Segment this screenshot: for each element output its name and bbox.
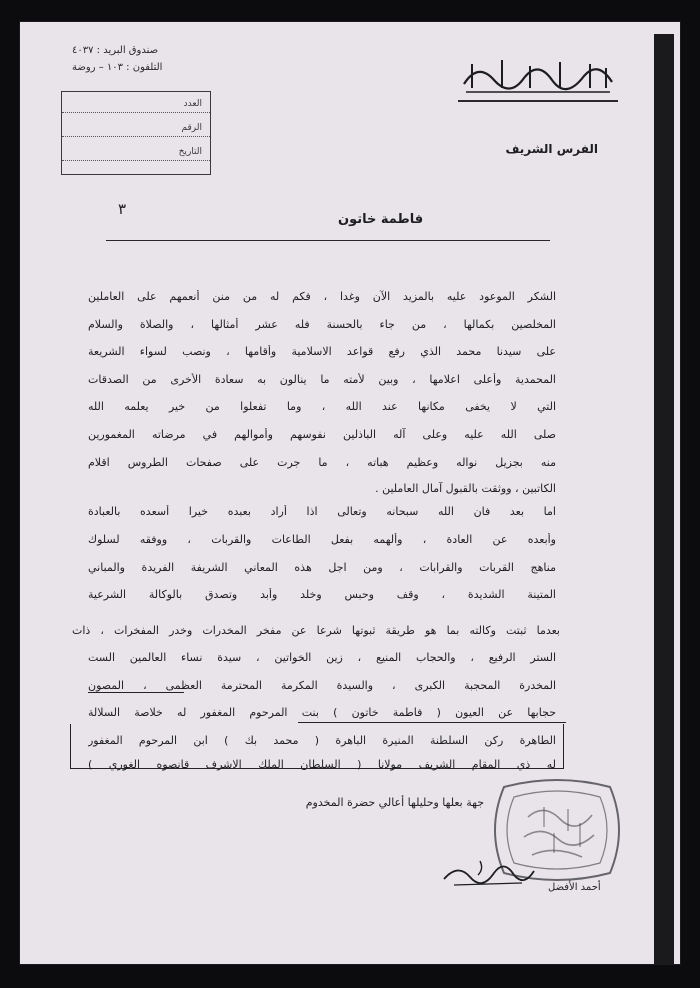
body-line: حجابها عن العيون ( فاطمة خاتون ) بنت المرحوم المغفور له خلاصة السلالة xyxy=(88,706,556,719)
form-row-line xyxy=(62,136,210,137)
handwritten-signature xyxy=(440,853,538,893)
form-label-number: العدد xyxy=(183,99,202,109)
closing-line: جهة بعلها وحليلها أعالي حضرة المخدوم xyxy=(305,796,484,809)
body-line: على سيدنا محمد الذي رفع قواعد الاسلامية وأقامها ، ونصب لسواء الشريعة xyxy=(88,345,556,358)
form-label-date: التاريخ xyxy=(178,147,202,157)
body-line: الستر الرفيع ، والحجاب المنيع ، زين الخواتين ، سيدة نساء العالمين الست xyxy=(88,651,556,664)
phone: التلفون : ١٠٣ – روضة xyxy=(72,62,163,73)
po-box: صندوق البريد : ٤٠٣٧ xyxy=(72,45,159,56)
body-line: الشكر الموعود عليه بالمزيد الآن وغدا ، فكم له من منن أنعمهم على العاملين xyxy=(88,290,556,303)
body-line: منه بجزيل نواله وعظيم هباته ، ما جرت على صفحات الطروس اقلام xyxy=(88,456,556,469)
body-line: المخدرة المحجبة الكبرى ، والسيدة المكرمة المحترمة العظمى ، المصون xyxy=(88,679,556,692)
body-line: الطاهرة ركن السلطنة المنيرة الباهرة ( محمد بك ) ابن المرحوم المغفور xyxy=(88,734,556,747)
body-line: له ذي المقام الشريف مولانا ( السلطان الملك الاشرف قانصوه الغوري ) xyxy=(88,758,556,771)
form-row-line xyxy=(62,112,210,113)
highlight-bracket xyxy=(70,724,564,769)
signatory-name: أحمد الأفضل xyxy=(548,882,601,893)
body-line: الكاتبين ، ووثقت بالقبول آمال العاملين . xyxy=(375,482,556,495)
underline-mark xyxy=(88,692,184,693)
body-line: المخلصين بكمالها ، من جاء بالحسنة فله عشر أمثالها ، والصلاة والسلام xyxy=(88,318,556,331)
body-line: بعدما ثبتت وكالته بما هو طريقة ثبوتها شرعا عن مفخر المخدرات وخدر المفخرات ، ذات xyxy=(72,624,560,637)
department-name: الفرس الشريف xyxy=(505,142,598,156)
page-edge-strip xyxy=(654,34,674,964)
body-line: التي لا يخفى مكانها عند الله ، وما تفعلوا من خير يعلمه الله xyxy=(88,400,556,413)
letterhead-underline xyxy=(458,100,618,102)
underline-mark xyxy=(298,722,566,723)
reference-box xyxy=(61,91,211,175)
recipient-name: فاطمة خاتون xyxy=(338,212,424,227)
body-line: المحمدية وأعلى اعلامها ، وبين لأمته ما ينالون به سعادة الأخرى من الصدقات xyxy=(88,373,556,386)
body-line: وأبعده عن العادة ، وألهمه بفعل الطاعات والقربات ، ووفقه لسلوك xyxy=(88,533,556,546)
body-line: مناهج القربات والقرابات ، ومن اجل هذه المعاني الشريفة الفريدة والمباني xyxy=(88,561,556,574)
form-row-line xyxy=(62,160,210,161)
header-rule xyxy=(106,240,550,241)
body-line: صلى الله عليه وعلى آله الباذلين نفوسهم وأموالهم في مرضاته المغمورين xyxy=(88,428,556,441)
body-line: اما بعد فان الله سبحانه وتعالى اذا أراد بعبده خيرا أسعده بالعبادة xyxy=(88,505,556,518)
body-line: المتينة الشديدة ، وقف وحبس وخلد وأبد وتصدق بالوكالة الشرعية xyxy=(88,588,556,601)
page-number: ٣ xyxy=(118,200,127,218)
form-label-ref: الرقم xyxy=(181,123,202,133)
